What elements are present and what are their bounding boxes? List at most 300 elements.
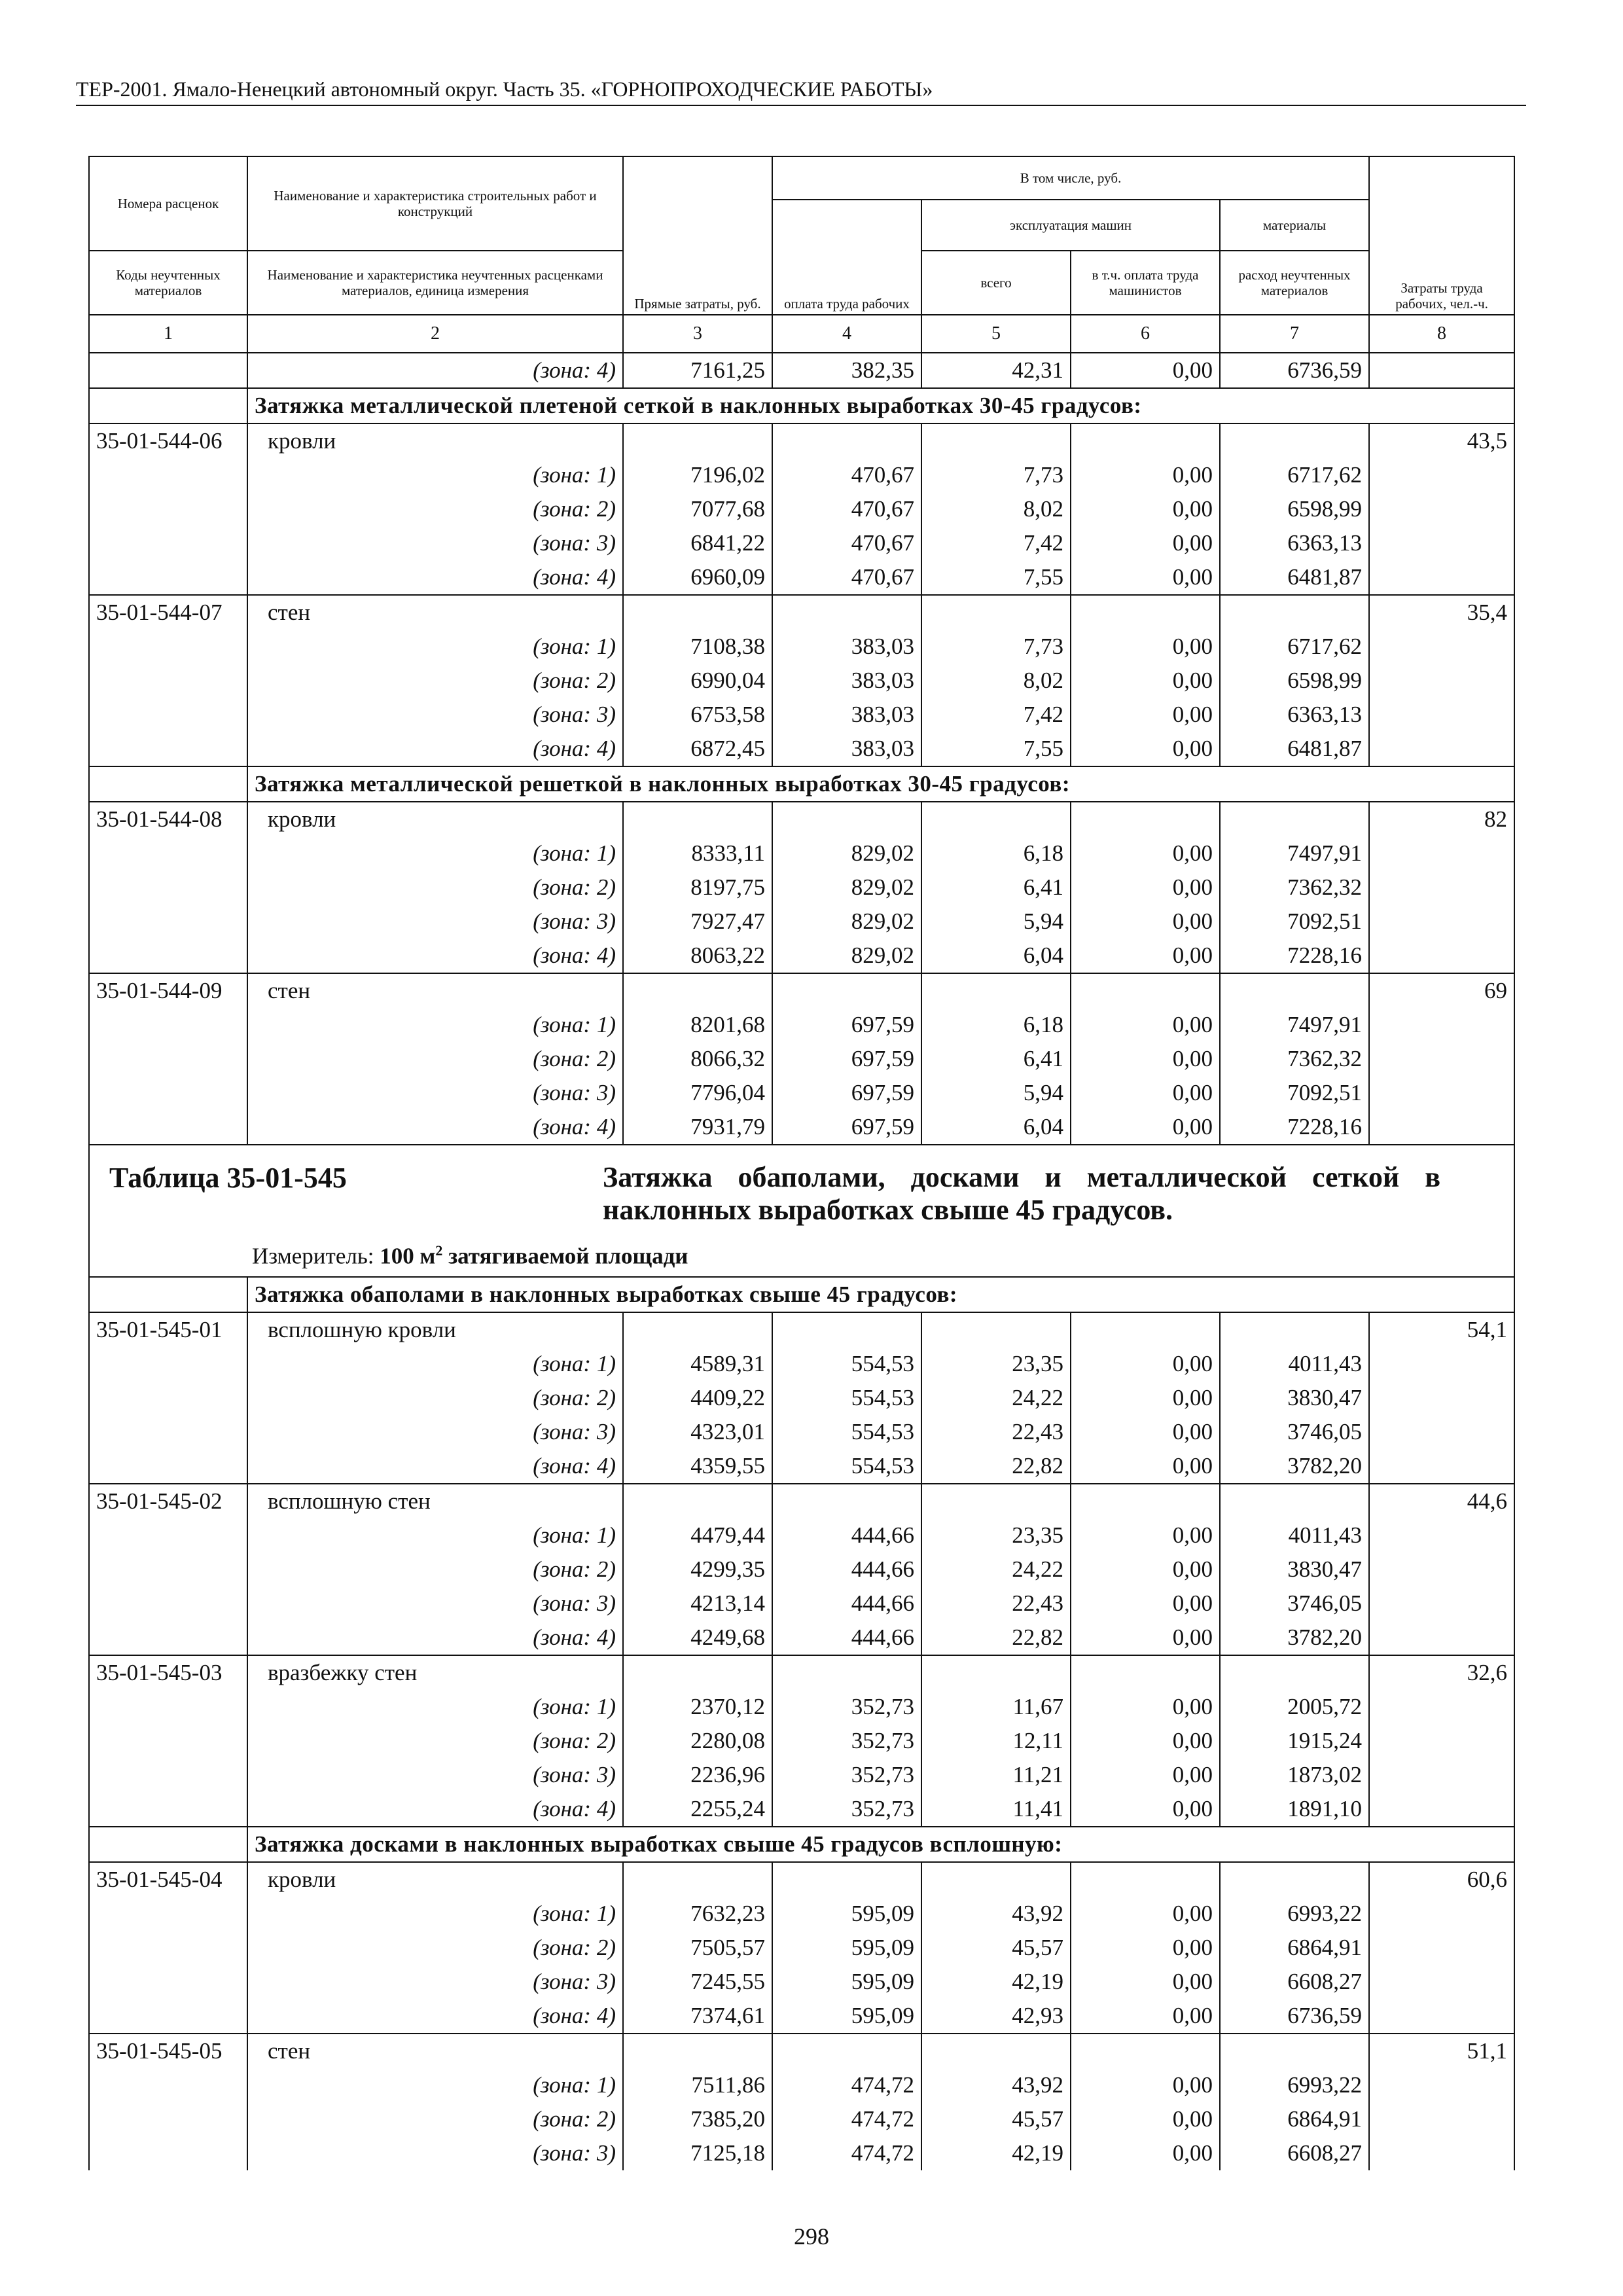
subsection-code-cell xyxy=(89,1277,247,1312)
cell-machinist-pay: 0,00 xyxy=(1071,458,1220,492)
cell-machine-total: 45,57 xyxy=(921,2102,1071,2136)
cell-direct: 8201,68 xyxy=(623,1008,772,1042)
zone-label: (зона: 2) xyxy=(247,1931,623,1965)
meter-label: Измеритель: xyxy=(252,1243,374,1269)
cell-materials: 7497,91 xyxy=(1220,836,1369,870)
empty-cell xyxy=(89,1347,247,1381)
group-row xyxy=(89,973,1514,1008)
cell-machinist-pay: 0,00 xyxy=(1071,732,1220,766)
cell-materials: 6481,87 xyxy=(1220,560,1369,595)
cell-labor-pay: 474,72 xyxy=(772,2102,921,2136)
col-number: 3 xyxy=(623,315,772,353)
empty-cell xyxy=(1220,1312,1369,1347)
empty-cell xyxy=(1369,1621,1514,1655)
subsection-row xyxy=(89,1277,1514,1312)
empty-cell xyxy=(1220,973,1369,1008)
empty-cell xyxy=(89,1724,247,1758)
empty-cell xyxy=(1220,1655,1369,1690)
cell-direct: 4213,14 xyxy=(623,1587,772,1621)
cell-machine-total: 43,92 xyxy=(921,2068,1071,2102)
subsection-row xyxy=(89,1827,1514,1862)
zone-label: (зона: 2) xyxy=(247,870,623,905)
zone-label: (зона: 2) xyxy=(247,1042,623,1076)
cell-direct: 6960,09 xyxy=(623,560,772,595)
rate-code: 35-01-544-07 xyxy=(89,595,247,630)
cell-materials: 7228,16 xyxy=(1220,939,1369,973)
empty-cell xyxy=(1369,492,1514,526)
zone-label: (зона: 4) xyxy=(247,732,623,766)
header-machinist-pay: в т.ч. оплата труда машинистов xyxy=(1071,251,1220,315)
empty-cell xyxy=(89,1792,247,1827)
table-row xyxy=(89,526,1514,560)
cell-machine-total: 7,73 xyxy=(921,458,1071,492)
empty-cell xyxy=(1071,1312,1220,1347)
table-row xyxy=(89,905,1514,939)
cell-materials: 7228,16 xyxy=(1220,1110,1369,1145)
cell-direct: 4323,01 xyxy=(623,1415,772,1449)
zone-label: (зона: 3) xyxy=(247,1076,623,1110)
cell-labor-pay: 829,02 xyxy=(772,939,921,973)
empty-cell xyxy=(1369,1110,1514,1145)
cell-materials: 2005,72 xyxy=(1220,1690,1369,1724)
empty-cell xyxy=(623,1862,772,1897)
cell-machine-total: 23,35 xyxy=(921,1518,1071,1552)
cell-machinist-pay: 0,00 xyxy=(1071,630,1220,664)
subsection-row xyxy=(89,766,1514,802)
meter-value: 100 м xyxy=(380,1243,436,1269)
cell-machine-total: 5,94 xyxy=(921,1076,1071,1110)
labor-hours: 43,5 xyxy=(1369,423,1514,458)
cell-materials: 6363,13 xyxy=(1220,526,1369,560)
cell-labor-pay: 697,59 xyxy=(772,1110,921,1145)
cell-machine-total: 22,43 xyxy=(921,1415,1071,1449)
cell-machinist-pay: 0,00 xyxy=(1071,1415,1220,1449)
table-545-heading-row xyxy=(89,1145,1514,1277)
cell-machine-total: 24,22 xyxy=(921,1381,1071,1415)
empty-cell xyxy=(89,1931,247,1965)
cell-direct: 7385,20 xyxy=(623,2102,772,2136)
empty-cell xyxy=(1369,1552,1514,1587)
empty-cell xyxy=(89,1690,247,1724)
zone-label: (зона: 1) xyxy=(247,1008,623,1042)
table-description: Затяжка обаполами, досками и металлической сеткой в наклонных выработках свыше 45 градусов. xyxy=(603,1161,1440,1226)
zone-label: (зона: 2) xyxy=(247,664,623,698)
table-row xyxy=(89,939,1514,973)
cell-direct: 7077,68 xyxy=(623,492,772,526)
empty-cell xyxy=(1369,2136,1514,2170)
zone-label: (зона: 4) xyxy=(247,560,623,595)
empty-cell xyxy=(623,1312,772,1347)
empty-cell xyxy=(1369,1897,1514,1931)
cell-direct: 7632,23 xyxy=(623,1897,772,1931)
empty-cell xyxy=(623,1655,772,1690)
empty-cell xyxy=(89,2136,247,2170)
cell-machine-total: 6,18 xyxy=(921,1008,1071,1042)
work-name: всплошную кровли xyxy=(247,1312,623,1347)
empty-cell xyxy=(1220,802,1369,836)
cell-labor-pay: 470,67 xyxy=(772,458,921,492)
cell-direct: 7161,25 xyxy=(623,353,772,388)
empty-cell xyxy=(623,1484,772,1518)
empty-cell xyxy=(89,458,247,492)
cell-machine-total: 11,21 xyxy=(921,1758,1071,1792)
group-row xyxy=(89,1862,1514,1897)
work-name: кровли xyxy=(247,802,623,836)
table-row xyxy=(89,1042,1514,1076)
empty-cell xyxy=(1369,1008,1514,1042)
empty-cell xyxy=(623,2034,772,2068)
table-row xyxy=(89,1931,1514,1965)
empty-cell xyxy=(772,423,921,458)
cell-materials: 6363,13 xyxy=(1220,698,1369,732)
cell-machinist-pay: 0,00 xyxy=(1071,1999,1220,2034)
zone-label: (зона: 3) xyxy=(247,698,623,732)
empty-cell xyxy=(89,1897,247,1931)
cell-labor-pay: 383,03 xyxy=(772,630,921,664)
cell-machine-total: 6,41 xyxy=(921,1042,1071,1076)
empty-cell xyxy=(1369,1758,1514,1792)
table-row xyxy=(89,1347,1514,1381)
subsection-title: Затяжка досками в наклонных выработках свыше 45 градусов всплошную: xyxy=(247,1827,1514,1862)
labor-hours: 54,1 xyxy=(1369,1312,1514,1347)
cell-labor-pay: 470,67 xyxy=(772,492,921,526)
cell-materials: 6736,59 xyxy=(1220,1999,1369,2034)
col-number: 4 xyxy=(772,315,921,353)
cell-materials: 1891,10 xyxy=(1220,1792,1369,1827)
table-row xyxy=(89,836,1514,870)
empty-cell xyxy=(1369,1587,1514,1621)
zone-label: (зона: 2) xyxy=(247,2102,623,2136)
cell-direct: 8333,11 xyxy=(623,836,772,870)
table-row xyxy=(89,1008,1514,1042)
rate-code: 35-01-545-03 xyxy=(89,1655,247,1690)
empty-cell xyxy=(1369,1792,1514,1827)
cell-materials: 6864,91 xyxy=(1220,2102,1369,2136)
col-number: 2 xyxy=(247,315,623,353)
cell-labor-pay: 829,02 xyxy=(772,905,921,939)
empty-cell xyxy=(772,595,921,630)
empty-cell xyxy=(1369,732,1514,766)
empty-cell xyxy=(1369,698,1514,732)
cell-materials: 6993,22 xyxy=(1220,2068,1369,2102)
empty-cell xyxy=(921,1484,1071,1518)
cell-machine-total: 23,35 xyxy=(921,1347,1071,1381)
empty-cell xyxy=(89,1552,247,1587)
cell-labor-pay: 352,73 xyxy=(772,1690,921,1724)
header-labor-costs: Затраты труда рабочих, чел.-ч. xyxy=(1369,156,1514,315)
subsection-row xyxy=(89,388,1514,423)
cell-machinist-pay: 0,00 xyxy=(1071,698,1220,732)
header-direct-costs: Прямые затраты, руб. xyxy=(623,156,772,315)
empty-cell xyxy=(89,1587,247,1621)
cell-labor-pay: 352,73 xyxy=(772,1724,921,1758)
header-work-name: Наименование и характеристика строительных работ и конструкций xyxy=(247,156,623,251)
empty-cell xyxy=(1369,2068,1514,2102)
empty-cell xyxy=(1220,595,1369,630)
empty-cell xyxy=(1071,973,1220,1008)
empty-cell xyxy=(921,1655,1071,1690)
labor-hours: 32,6 xyxy=(1369,1655,1514,1690)
table-row xyxy=(89,1690,1514,1724)
table-row xyxy=(89,492,1514,526)
cell-machine-total: 42,19 xyxy=(921,1965,1071,1999)
cell-machinist-pay: 0,00 xyxy=(1071,1587,1220,1621)
empty-cell xyxy=(921,2034,1071,2068)
cell-machine-total: 6,04 xyxy=(921,939,1071,973)
empty-cell xyxy=(1071,1862,1220,1897)
cell-machine-total: 6,18 xyxy=(921,836,1071,870)
empty-cell xyxy=(89,2068,247,2102)
zone-label: (зона: 1) xyxy=(247,1690,623,1724)
cell-materials: 4011,43 xyxy=(1220,1518,1369,1552)
cell-machinist-pay: 0,00 xyxy=(1071,664,1220,698)
empty-cell xyxy=(89,1999,247,2034)
cell-materials: 7362,32 xyxy=(1220,870,1369,905)
zone-label: (зона: 2) xyxy=(247,1724,623,1758)
page-number: 298 xyxy=(794,2223,829,2250)
work-name: кровли xyxy=(247,1862,623,1897)
header-machine-op: эксплуатация машин xyxy=(921,200,1220,251)
cell-machinist-pay: 0,00 xyxy=(1071,870,1220,905)
running-head: ТЕР-2001. Ямало-Ненецкий автономный округ. Часть 35. «ГОРНОПРОХОДЧЕСКИЕ РАБОТЫ» xyxy=(76,77,933,101)
cell-machine-total: 45,57 xyxy=(921,1931,1071,1965)
empty-cell xyxy=(1369,2102,1514,2136)
empty-cell xyxy=(89,1008,247,1042)
header-rate-numbers: Номера расценок xyxy=(89,156,247,251)
cell-labor-pay: 595,09 xyxy=(772,1965,921,1999)
header-material-name: Наименование и характеристика неучтенных расценками материалов, единица измерения xyxy=(247,251,623,315)
col-number: 8 xyxy=(1369,315,1514,353)
cell-machinist-pay: 0,00 xyxy=(1071,1690,1220,1724)
cell-machinist-pay: 0,00 xyxy=(1071,1449,1220,1484)
cell-materials: 6598,99 xyxy=(1220,492,1369,526)
cell-machine-total: 5,94 xyxy=(921,905,1071,939)
empty-cell xyxy=(1220,1484,1369,1518)
empty-cell xyxy=(89,2102,247,2136)
cell-materials: 3746,05 xyxy=(1220,1587,1369,1621)
cell-direct: 6872,45 xyxy=(623,732,772,766)
cell-direct: 7108,38 xyxy=(623,630,772,664)
zone-label: (зона: 3) xyxy=(247,1965,623,1999)
cell-direct: 4589,31 xyxy=(623,1347,772,1381)
cell-machinist-pay: 0,00 xyxy=(1071,1621,1220,1655)
cell-materials: 6864,91 xyxy=(1220,1931,1369,1965)
empty-cell xyxy=(1369,1076,1514,1110)
empty-cell xyxy=(89,905,247,939)
cell-machine-total: 7,42 xyxy=(921,698,1071,732)
empty-cell xyxy=(1369,939,1514,973)
table-row xyxy=(89,1381,1514,1415)
empty-cell xyxy=(921,423,1071,458)
labor-hours: 82 xyxy=(1369,802,1514,836)
cell-direct: 8063,22 xyxy=(623,939,772,973)
table-row xyxy=(89,2102,1514,2136)
empty-cell xyxy=(1369,1381,1514,1415)
cell-materials: 6717,62 xyxy=(1220,630,1369,664)
cell-materials: 3830,47 xyxy=(1220,1381,1369,1415)
cell-labor-pay: 444,66 xyxy=(772,1621,921,1655)
subsection-code-cell xyxy=(89,1827,247,1862)
empty-cell xyxy=(1369,1042,1514,1076)
zone-label: (зона: 1) xyxy=(247,836,623,870)
header-machine-total: всего xyxy=(921,251,1071,315)
empty-cell xyxy=(921,802,1071,836)
cell-direct: 7511,86 xyxy=(623,2068,772,2102)
subsection-title: Затяжка металлической решеткой в наклонных выработках 30-45 градусов: xyxy=(247,766,1514,802)
labor-hours: 60,6 xyxy=(1369,1862,1514,1897)
empty-cell xyxy=(89,492,247,526)
rate-code: 35-01-545-05 xyxy=(89,2034,247,2068)
cell-materials: 7092,51 xyxy=(1220,1076,1369,1110)
cell-direct: 6841,22 xyxy=(623,526,772,560)
zone-label: (зона: 3) xyxy=(247,1758,623,1792)
empty-cell xyxy=(1071,423,1220,458)
empty-cell xyxy=(1369,664,1514,698)
cell-machine-total: 24,22 xyxy=(921,1552,1071,1587)
cell-machinist-pay: 0,00 xyxy=(1071,1965,1220,1999)
zone-label: (зона: 1) xyxy=(247,2068,623,2102)
empty-cell xyxy=(89,1110,247,1145)
empty-cell xyxy=(89,1758,247,1792)
table-row xyxy=(89,560,1514,595)
cell-labor-pay: 444,66 xyxy=(772,1518,921,1552)
empty-cell xyxy=(1369,1999,1514,2034)
cell-materials: 6736,59 xyxy=(1220,353,1369,388)
subsection-code-cell xyxy=(89,766,247,802)
empty-cell xyxy=(1071,2034,1220,2068)
meter-rest: затягиваемой площади xyxy=(448,1243,688,1269)
cell-machine-total: 42,93 xyxy=(921,1999,1071,2034)
empty-cell xyxy=(89,1965,247,1999)
cell-machinist-pay: 0,00 xyxy=(1071,2136,1220,2170)
cell-labor-pay: 474,72 xyxy=(772,2136,921,2170)
cell-machinist-pay: 0,00 xyxy=(1071,1381,1220,1415)
table-row xyxy=(89,2136,1514,2170)
table-row xyxy=(89,1758,1514,1792)
cell-machine-total: 42,19 xyxy=(921,2136,1071,2170)
empty-cell xyxy=(1369,836,1514,870)
cell-labor-pay: 382,35 xyxy=(772,353,921,388)
empty-cell xyxy=(89,836,247,870)
cell-labor-pay: 470,67 xyxy=(772,526,921,560)
cell-direct: 2370,12 xyxy=(623,1690,772,1724)
cell-direct: 4409,22 xyxy=(623,1381,772,1415)
empty-cell xyxy=(772,1655,921,1690)
cell-labor-pay: 697,59 xyxy=(772,1008,921,1042)
empty-cell xyxy=(89,560,247,595)
cell-labor-pay: 595,09 xyxy=(772,1897,921,1931)
rate-code: 35-01-545-02 xyxy=(89,1484,247,1518)
cell-machinist-pay: 0,00 xyxy=(1071,1792,1220,1827)
col-number: 1 xyxy=(89,315,247,353)
cell-materials: 6993,22 xyxy=(1220,1897,1369,1931)
group-row xyxy=(89,1655,1514,1690)
empty-cell xyxy=(89,1042,247,1076)
cell-materials: 3830,47 xyxy=(1220,1552,1369,1587)
cell-direct: 7505,57 xyxy=(623,1931,772,1965)
cell-labor-pay: 352,73 xyxy=(772,1758,921,1792)
cell-machine-total: 11,67 xyxy=(921,1690,1071,1724)
zone-label: (зона: 4) xyxy=(247,1449,623,1484)
zone-label: (зона: 1) xyxy=(247,1897,623,1931)
empty-cell xyxy=(921,1312,1071,1347)
empty-cell xyxy=(1369,458,1514,492)
zone-label: (зона: 3) xyxy=(247,1415,623,1449)
empty-cell xyxy=(89,1518,247,1552)
empty-cell xyxy=(1071,1484,1220,1518)
cell-labor-pay: 383,03 xyxy=(772,698,921,732)
cell-machinist-pay: 0,00 xyxy=(1071,2068,1220,2102)
empty-cell xyxy=(89,732,247,766)
table-row xyxy=(89,1965,1514,1999)
zone-label: (зона: 4) xyxy=(247,1621,623,1655)
zone-label: (зона: 3) xyxy=(247,1587,623,1621)
table-row xyxy=(89,1792,1514,1827)
cell-machine-total: 11,41 xyxy=(921,1792,1071,1827)
work-name: кровли xyxy=(247,423,623,458)
group-row xyxy=(89,1312,1514,1347)
cell-labor-pay: 697,59 xyxy=(772,1042,921,1076)
table-row xyxy=(89,2068,1514,2102)
cell-labor-pay: 595,09 xyxy=(772,1999,921,2034)
cell-materials: 4011,43 xyxy=(1220,1347,1369,1381)
cell-labor-pay: 383,03 xyxy=(772,664,921,698)
group-row xyxy=(89,802,1514,836)
cell-labor-pay: 352,73 xyxy=(772,1792,921,1827)
empty-cell xyxy=(1369,1347,1514,1381)
cell-direct: 4249,68 xyxy=(623,1621,772,1655)
cell-materials: 6717,62 xyxy=(1220,458,1369,492)
empty-cell xyxy=(1369,1724,1514,1758)
header-material-codes: Коды неучтенных материалов xyxy=(89,251,247,315)
empty-cell xyxy=(1071,1655,1220,1690)
cell-labor-pay: 829,02 xyxy=(772,836,921,870)
table-row xyxy=(89,353,1514,388)
cell-direct: 8066,32 xyxy=(623,1042,772,1076)
work-name: стен xyxy=(247,595,623,630)
cell-direct: 7796,04 xyxy=(623,1076,772,1110)
cell-machinist-pay: 0,00 xyxy=(1071,353,1220,388)
zone-label: (зона: 2) xyxy=(247,1381,623,1415)
empty-cell xyxy=(1369,526,1514,560)
table-row xyxy=(89,1999,1514,2034)
cell-machinist-pay: 0,00 xyxy=(1071,1110,1220,1145)
table-row xyxy=(89,1621,1514,1655)
labor-hours: 35,4 xyxy=(1369,595,1514,630)
empty-cell xyxy=(772,1862,921,1897)
header-labor-pay: оплата труда рабочих xyxy=(772,200,921,315)
empty-cell xyxy=(89,870,247,905)
cell-machine-total: 42,31 xyxy=(921,353,1071,388)
cell-labor-pay: 474,72 xyxy=(772,2068,921,2102)
zone-label: (зона: 1) xyxy=(247,1347,623,1381)
cell-direct: 2280,08 xyxy=(623,1724,772,1758)
table-row xyxy=(89,664,1514,698)
header-unaccounted-materials: расход неучтенных материалов xyxy=(1220,251,1369,315)
cell-direct: 7245,55 xyxy=(623,1965,772,1999)
work-name: всплошную стен xyxy=(247,1484,623,1518)
zone-label: (зона: 4) xyxy=(247,1110,623,1145)
empty-cell xyxy=(89,698,247,732)
cell-machine-total: 8,02 xyxy=(921,664,1071,698)
cell-machine-total: 7,55 xyxy=(921,560,1071,595)
rate-code: 35-01-545-01 xyxy=(89,1312,247,1347)
cell-materials: 7362,32 xyxy=(1220,1042,1369,1076)
empty-cell xyxy=(89,664,247,698)
empty-cell xyxy=(921,1862,1071,1897)
cell-direct: 7374,61 xyxy=(623,1999,772,2034)
zone-label: (зона: 2) xyxy=(247,1552,623,1587)
